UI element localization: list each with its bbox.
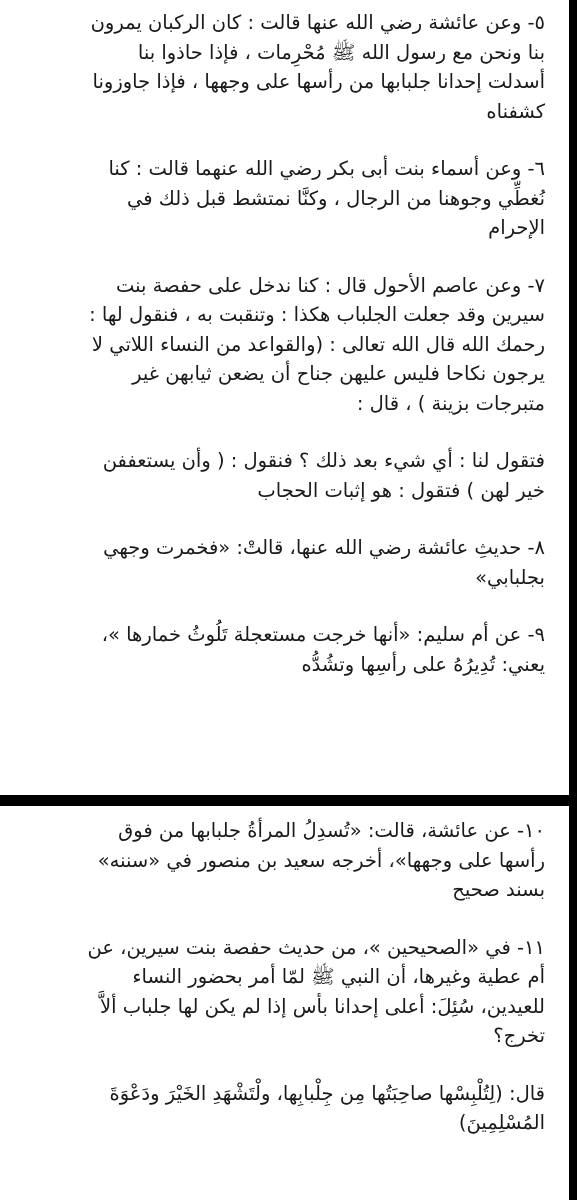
text-line: أم عطية وغيرها، أن النبي ﷺ لمّا أمر بحضور النساء (132, 965, 545, 988)
text-line: كشفناه (486, 99, 545, 123)
hadith-paragraph-7 (16, 271, 545, 419)
hadith-paragraph-10 (16, 816, 545, 905)
text-line: أسدلت إحدانا جلبابها من رأسها على وجهها ، فإذا جاوزونا (92, 70, 545, 93)
text-line: فتقول لنا : أي شيء بعد ذلك ؟ فنقول : ( وأن يستعففن (102, 449, 545, 472)
text-line: نُغطِّي وجوهنا من الرجال ، وكنَّا نمتشط قبل ذلك في (126, 186, 545, 210)
text-line: ٧- وعن عاصم الأحول قال : كنا ندخل على حفصة بنت (115, 273, 545, 297)
hadith-paragraph-11 (16, 933, 545, 1051)
text-line: سيرين وقد جعلت الجلباب هكذا : وتنقبت به ، فنقول لها : (89, 303, 545, 326)
hadith-paragraph-7-continued (16, 446, 545, 505)
text-line: ٦- وعن أسماء بنت أبى بكر رضي الله عنهما قالت : كنا (108, 157, 545, 180)
text-line: قال: (لِتُلْبِسْها صاحِبَتُها مِن جِلْبابِها، ولْتَشْهَدِ الخَيْرَ ودَعْوَةَ (109, 1081, 545, 1105)
text-line: خير لهن ) فتقول : هو إثبات الحجاب (257, 478, 545, 502)
bottom-text-body (0, 806, 569, 1138)
text-line: الإحرام (488, 216, 545, 239)
text-line: تخرج؟ (493, 1024, 545, 1047)
text-line: يعني: تُدِيرُهُ على رأسِها وتشُدُّه (301, 652, 545, 676)
text-line: رحمك الله قال الله تعالى : (والقواعد من النساء اللاتي لا (91, 332, 545, 356)
text-line: بجلبابي» (475, 565, 545, 589)
text-line: ١١- في «الصحيحين »، من حديث حفصة بنت سيرين، عن (87, 935, 545, 959)
hadith-paragraph-11-answer (16, 1079, 545, 1138)
text-line: بسند صحيح (452, 878, 545, 901)
text-line: ١٠- عن عائشة، قالت: «تُسدِلُ المرأةُ جلبابها من فوق (118, 819, 545, 842)
hadith-paragraph-8 (16, 533, 545, 592)
text-line: بنا ونحن مع رسول الله ﷺ مُحْرِمات ، فإذا حاذوا بنا (137, 40, 545, 64)
bottom-text-panel (0, 806, 569, 1200)
text-line: رأسها على وجهها»، أخرجه سعيد بن منصور في «سننه» (97, 848, 545, 872)
hadith-paragraph-5 (16, 8, 545, 126)
text-line: يرجون نكاحا فليس عليهن جناح أن يضعن ثيابهن غير (132, 362, 545, 385)
text-line: ٥- وعن عائشة رضي الله عنها قالت : كان الركبان يمرون (90, 11, 545, 34)
text-line: المُسْلِمِينَ) (458, 1111, 545, 1134)
text-line: ٨- حديثِ عائشة رضي الله عنها، قالتْ: «فخمرت وجهي (103, 536, 545, 559)
text-line: متبرجات بزينة ) ، قال : (356, 391, 545, 415)
text-line: ٩- عن أم سليم: «أنها خرجت مستعجلة تَلُوثُ خمارها »، (101, 623, 545, 646)
hadith-paragraph-6 (16, 154, 545, 243)
text-line: للعيدين، سُئِلَ: أعلى إحدانا بأس إذا لم يكن لها جلباب ألاَّ (99, 994, 545, 1018)
hadith-paragraph-9 (16, 620, 545, 679)
